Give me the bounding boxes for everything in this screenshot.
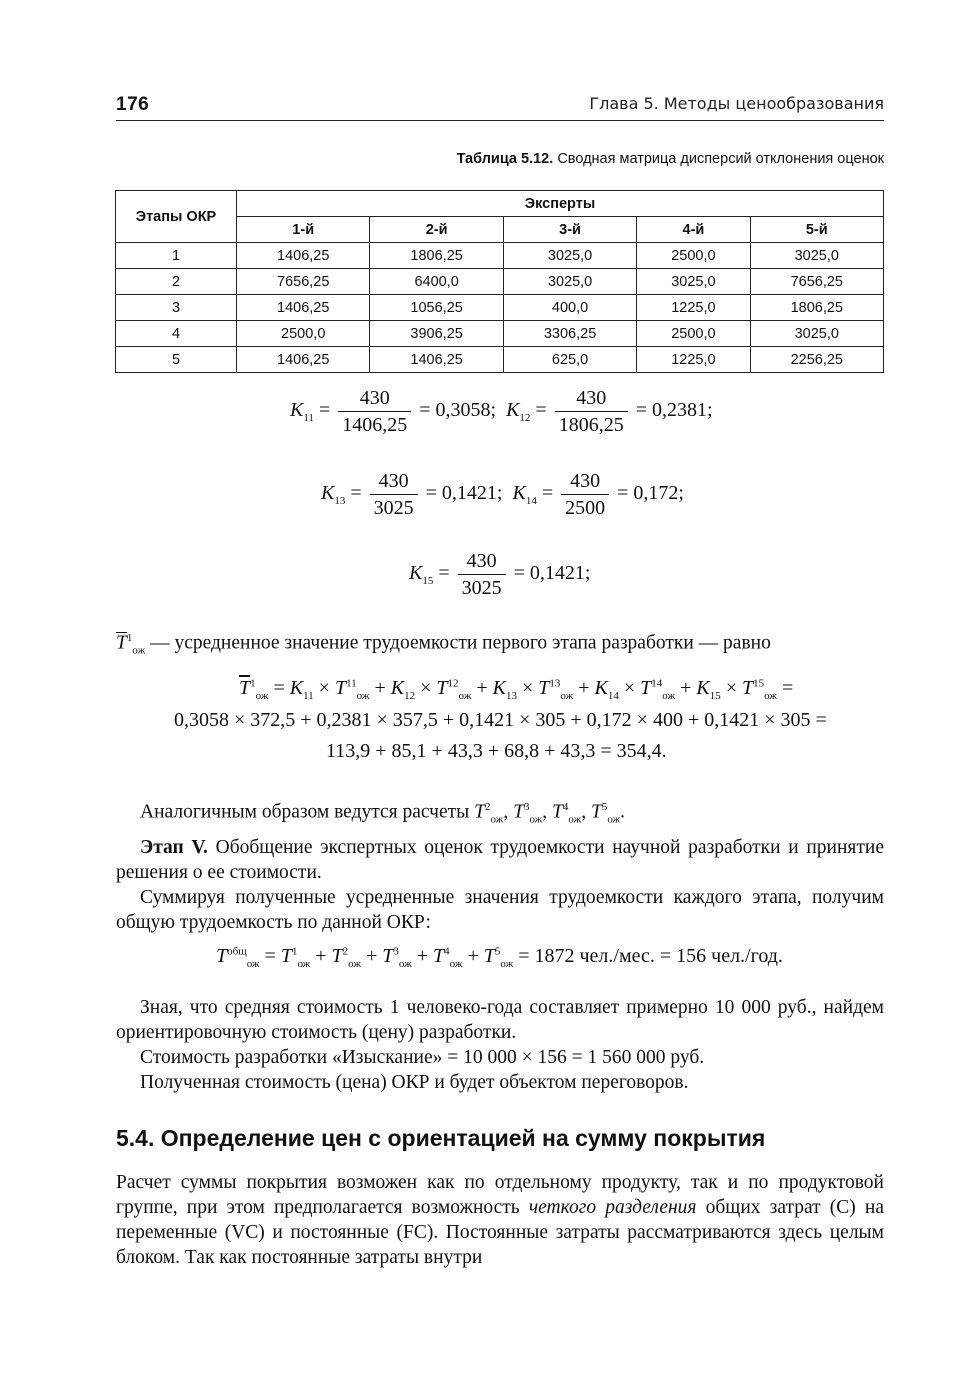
stage-cell: 4 [116, 321, 237, 347]
table-cell: 3025,0 [503, 269, 636, 295]
table-cell: 1806,25 [370, 243, 503, 269]
summing-paragraph: Суммируя полученные усредненные значения трудоемкости каждого этапа, получим общую трудоемкость по данной ОКР: [116, 887, 884, 933]
table-cell: 1406,25 [237, 295, 370, 321]
total-formula: $T^{общ}_{ож} = T^1_{ож} + T^2_{ож} + T^3_{ож} + T^4_{ож} + T^5_{ож} = 1872$ чел./мес. = 156 чел./год. [216, 945, 783, 970]
formula-k15: $K_{15}$ = $\frac{430}{3025}$ = 0,1421; [409, 550, 591, 599]
column-header: 3-й [503, 217, 636, 243]
average-definition: $\overline{T}^1_{ож}$ — усредненное значение трудоемкости первого этапа разработки — равно [116, 632, 771, 657]
obtained-line: Полученная стоимость (цена) ОКР и будет объектом переговоров. [140, 1072, 689, 1093]
table-cell: 7656,25 [750, 269, 883, 295]
stage-cell: 2 [116, 269, 237, 295]
table-cell: 3025,0 [503, 243, 636, 269]
stage-cell: 3 [116, 295, 237, 321]
average-formula-line3: 113,9 + 85,1 + 43,3 + 68,8 + 43,3 = 354,4. [326, 740, 667, 762]
table-row [116, 243, 884, 269]
stage-cell: 1 [116, 243, 237, 269]
table-cell: 1056,25 [370, 295, 503, 321]
column-header: 2-й [370, 217, 503, 243]
column-header: 1-й [237, 217, 370, 243]
running-header [116, 92, 884, 121]
table-cell: 3025,0 [750, 321, 883, 347]
table-cell: 2500,0 [637, 243, 750, 269]
table-cell: 1225,0 [637, 347, 750, 373]
table-cell: 1406,25 [237, 347, 370, 373]
cost-line: Стоимость разработки «Изыскание» = 10 000 × 156 = 1 560 000 руб. [140, 1047, 705, 1068]
average-formula-line1: $\overline{T}^1_{ож} = K_{11} \times T^{11}_{ож} + K_{12} \times T^{12}_{ож} + K_{13} \times T^{13}_{ож} + K_{14} \times T^{14}_{ож} + K_{15} \times T^{15}_{ож}$ = [239, 677, 794, 702]
chapter-title: Глава 5. Методы ценообразования [589, 94, 884, 113]
table-cell: 625,0 [503, 347, 636, 373]
stage-v-paragraph: Этап V. Обобщение экспертных оценок трудоемкости научной разработки и принятие решения о ее стоимости. [116, 837, 885, 883]
table-caption [457, 151, 884, 167]
table-cell: 7656,25 [237, 269, 370, 295]
column-header: 4-й [637, 217, 750, 243]
dispersion-table [115, 190, 884, 373]
table-cell: 1406,25 [370, 347, 503, 373]
page-number: 176 [116, 94, 150, 115]
table-cell: 1806,25 [750, 295, 883, 321]
table-cell: 3025,0 [750, 243, 883, 269]
table-caption-text: Сводная матрица дисперсий отклонения оценок [557, 151, 884, 167]
similar-calculations: Аналогичным образом ведутся расчеты $T^2_{ож}$, $T^3_{ож}$, $T^4_{ож}$, $T^5_{ож}$. [140, 801, 626, 826]
column-header: 5-й [750, 217, 883, 243]
table-caption-label: Таблица 5.12. [456, 151, 554, 167]
stage-header: Этапы ОКР [116, 191, 237, 243]
table-row [116, 347, 884, 373]
coverage-paragraph: Расчет суммы покрытия возможен как по отдельному продукту, так и по продуктовой группе, при этом предполагается возможность четкого разделения общих затрат (C) на переменные (VC) и постоянные (FC). Постоянные затраты рассматриваются здесь целым блоком. Так как постоянные затраты внутри [116, 1172, 885, 1268]
table-cell: 1225,0 [637, 295, 750, 321]
table-cell: 400,0 [503, 295, 636, 321]
fraction: $\frac{430}{3025}$ [458, 548, 506, 601]
table-row [116, 295, 884, 321]
formula-k11-k12: $K_{11}$ = $\frac{430}{1406,25}$ = 0,3058; $K_{12}$ = $\frac{430}{1806,25}$ = 0,2381; [290, 387, 713, 436]
table-cell: 3306,25 [503, 321, 636, 347]
table-cell: 6400,0 [370, 269, 503, 295]
table-cell: 1406,25 [237, 243, 370, 269]
fraction: $\frac{430}{1806,25}$ [555, 385, 628, 438]
table-cell: 3025,0 [637, 269, 750, 295]
average-formula-line2: 0,3058 × 372,5 + 0,2381 × 357,5 + 0,1421 × 305 + 0,172 × 400 + 0,1421 × 305 = [174, 709, 827, 731]
table-row [116, 321, 884, 347]
table-cell: 2500,0 [237, 321, 370, 347]
table-cell: 3906,25 [370, 321, 503, 347]
stage-cell: 5 [116, 347, 237, 373]
fraction: $\frac{430}{2500}$ [561, 468, 609, 521]
knowing-paragraph: Зная, что средняя стоимость 1 человеко-года составляет примерно 10 000 руб., найдем ориентировочную стоимость (цену) разработки. [116, 997, 884, 1043]
formula-k13-k14: $K_{13}$ = $\frac{430}{3025}$ = 0,1421; $K_{14}$ = $\frac{430}{2500}$ = 0,172; [321, 470, 684, 519]
table-cell: 2500,0 [637, 321, 750, 347]
experts-header: Эксперты [237, 191, 884, 217]
fraction: $\frac{430}{1406,25}$ [338, 385, 411, 438]
table-cell: 2256,25 [750, 347, 883, 373]
fraction: $\frac{430}{3025}$ [370, 468, 418, 521]
table-row [116, 269, 884, 295]
section-heading: 5.4. Определение цен с ориентацией на сумму покрытия [116, 1125, 766, 1151]
